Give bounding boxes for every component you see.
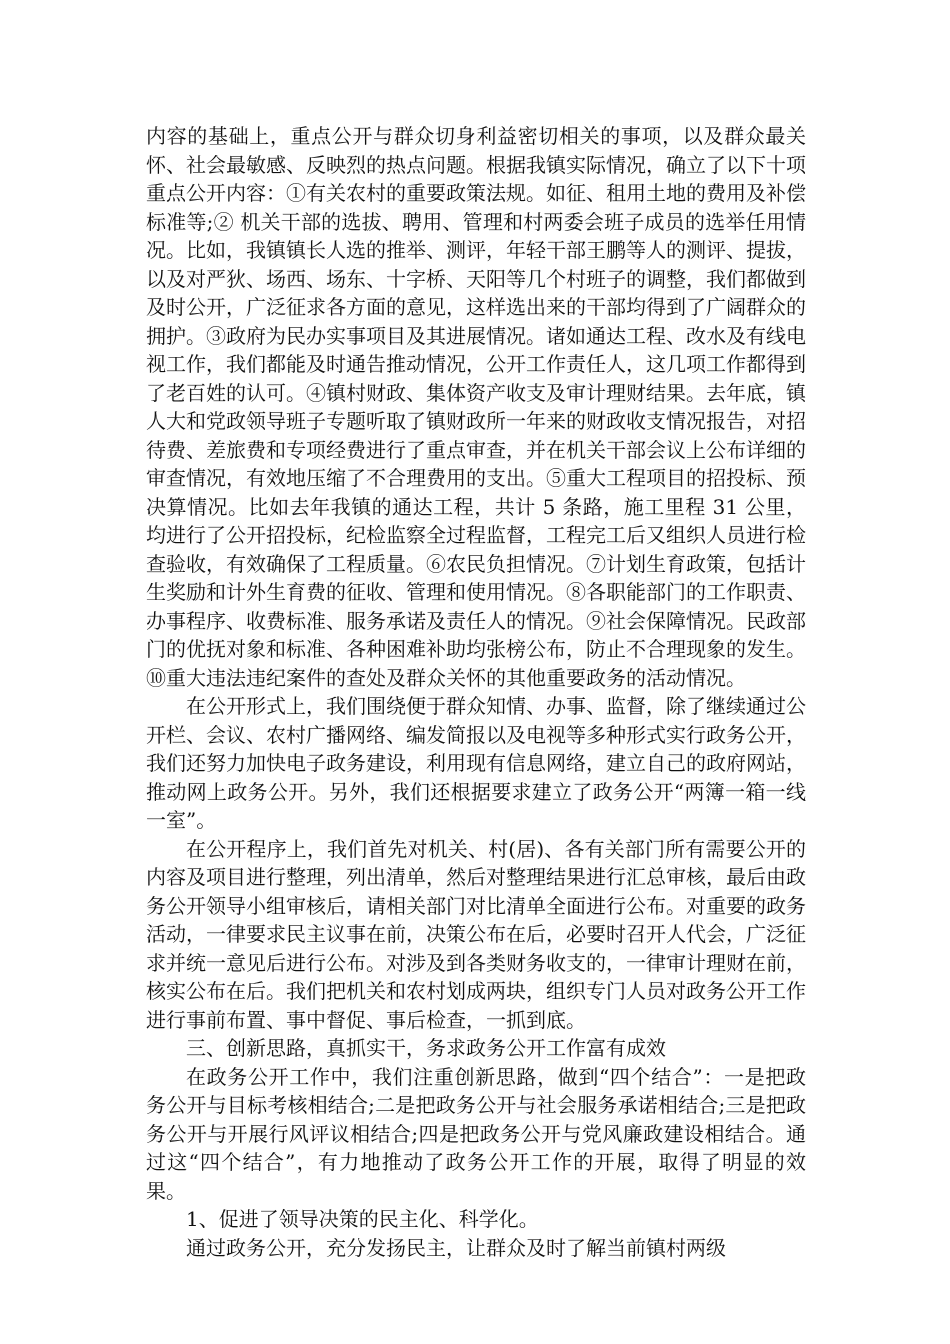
paragraph-3: 在公开程序上，我们首先对机关、村(居)、各有关部门所有需要公开的内容及项目进行整理，列出清单，然后对整理结果进行汇总审核，最后由政务公开领导小组审核后，请相关部门对比清单全面进行公布。对重要的政务活动，一律要求民主议事在前，决策公布在后，必要时召开人代会，广泛征求并统一意见后进行公布。对涉及到各类财务收支的，一律审计理财在前，核实公布在后。我们把机关和农村划成两块，组织专门人员对政务公开工作进行事前布置、事中督促、事后检查，一抓到底。 <box>146 836 806 1032</box>
paragraph-4: 在政务公开工作中，我们注重创新思路，做到“四个结合”：一是把政务公开与目标考核相结合;二是把政务公开与社会服务承诺相结合;三是把政务公开与开展行风评议相结合;四是把政务公开与党风廉政建设相结合。通过这“四个结合”，有力地推动了政务公开工作的开展，取得了明显的效果。 <box>146 1064 806 1203</box>
paragraph-1: 内容的基础上，重点公开与群众切身利益密切相关的事项，以及群众最关怀、社会最敏感、反映烈的热点问题。根据我镇实际情况，确立了以下十项重点公开内容：①有关农村的重要政策法规。如征、租用土地的费用及补偿标准等;② 机关干部的选拔、聘用、管理和村两委会班子成员的选举任用情况。比如，我镇镇长人选的推举、测评，年轻干部王鹏等人的测评、提拔，以及对严狄、场西、场东、十字桥、天阳等几个村班子的调整，我们都做到及时公开，广泛征求各方面的意见，这样选出来的干部均得到了广阔群众的拥护。③政府为民办实事项目及其进展情况。诸如通达工程、改水及有线电视工作，我们都能及时通告推动情况，公开工作责任人，这几项工作都得到了老百姓的认可。④镇村财政、集体资产收支及审计理财结果。去年底，镇人大和党政领导班子专题听取了镇财政所一年来的财政收支情况报告，对招待费、差旅费和专项经费进行了重点审查，并在机关干部会议上公布详细的审查情况，有效地压缩了不合理费用的支出。⑤重大工程项目的招投标、预决算情况。比如去年我镇的通达工程，共计 5 条路，施工里程 31 公里，均进行了公开招投标，纪检监察全过程监督，工程完工后又组织人员进行检查验收，有效确保了工程质量。⑥农民负担情况。⑦计划生育政策，包括计生奖励和计外生育费的征收、管理和使用情况。⑧各职能部门的工作职责、办事程序、收费标准、服务承诺及责任人的情况。⑨社会保障情况。民政部门的优抚对象和标准、各种困难补助均张榜公布，防止不合理现象的发生。⑩重大违法违纪案件的查处及群众关怀的其他重要政务的活动情况。 <box>146 124 806 690</box>
subheading-1: 1、促进了领导决策的民主化、科学化。 <box>186 1207 539 1231</box>
section-heading-3: 三、创新思路，真抓实干，务求政务公开工作富有成效 <box>186 1036 666 1060</box>
document-body <box>146 122 806 1262</box>
paragraph-5: 通过政务公开，充分发扬民主，让群众及时了解当前镇村两级 <box>186 1235 726 1260</box>
paragraph-2: 在公开形式上，我们围绕便于群众知情、办事、监督，除了继续通过公开栏、会议、农村广播网络、编发简报以及电视等多种形式实行政务公开，我们还努力加快电子政务建设，利用现有信息网络，建立自己的政府网站，推动网上政务公开。另外，我们还根据要求建立了政务公开“两簿一箱一线一室”。 <box>146 694 806 832</box>
